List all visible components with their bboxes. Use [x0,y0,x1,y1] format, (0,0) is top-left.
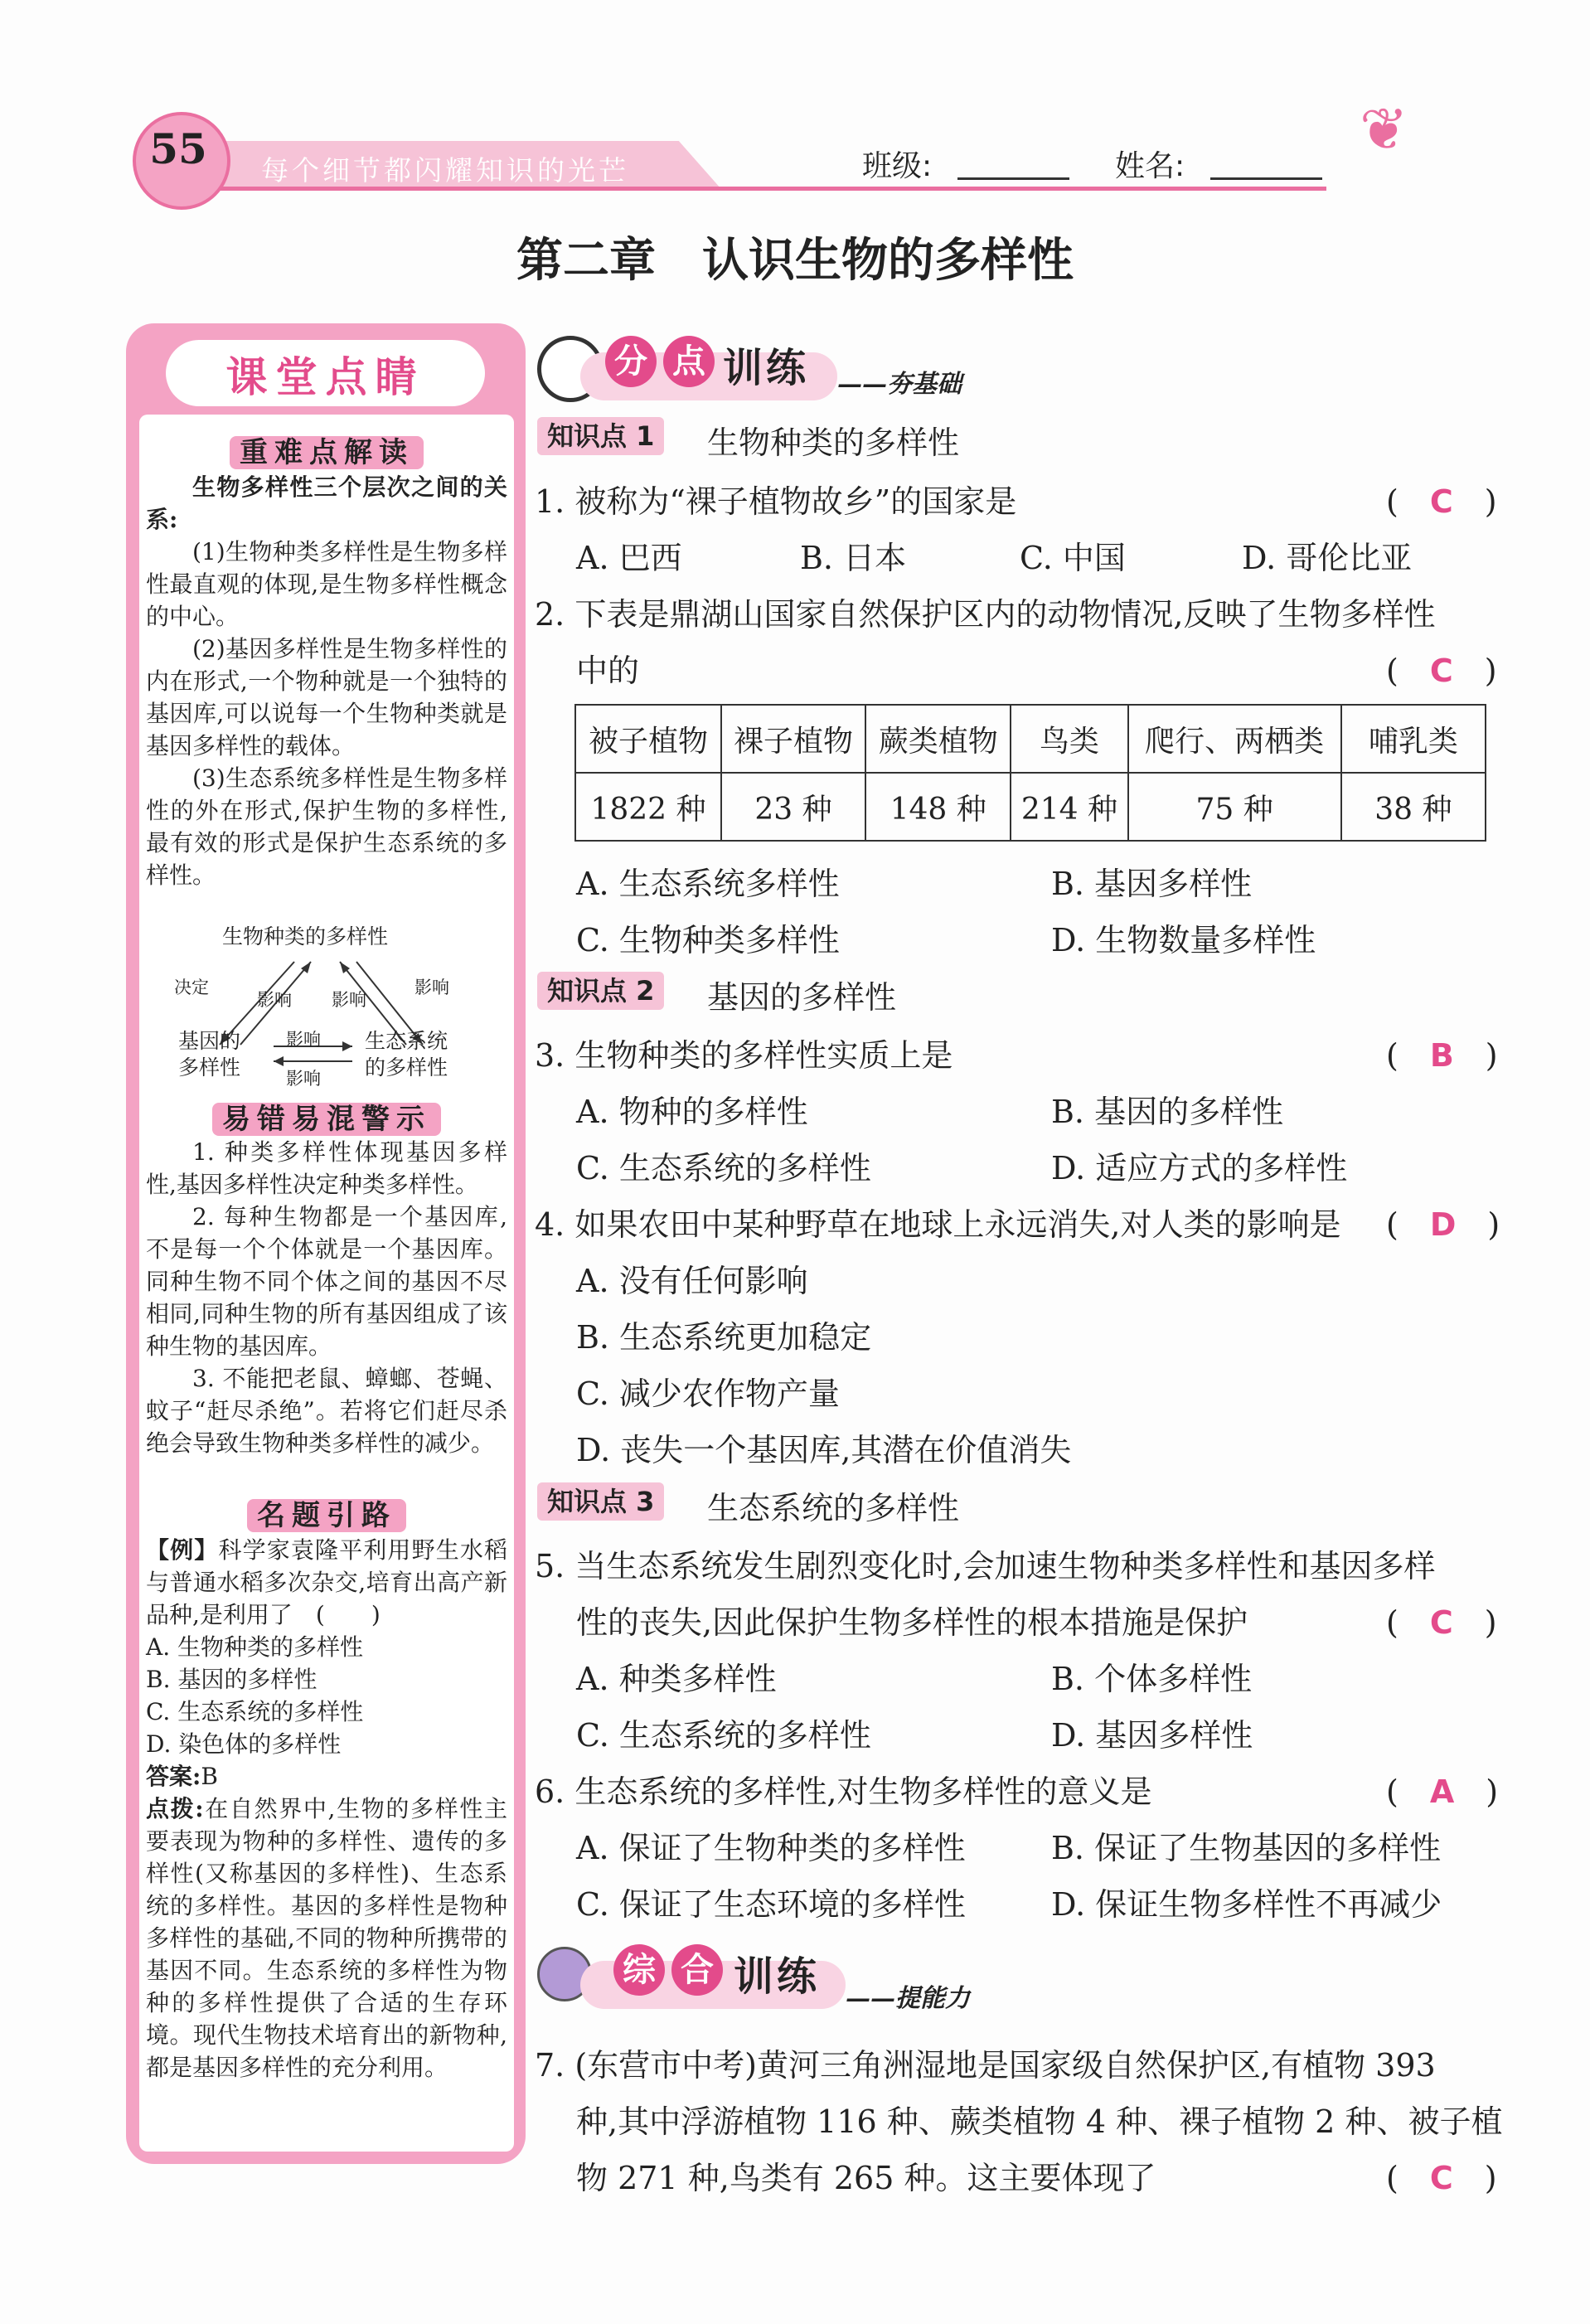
table-cell: 148 种 [865,773,1011,841]
warnings-text: 1. 种类多样性体现基因多样性,基因多样性决定种类多样性。 2. 每种生物都是一个基因库,不是每一个个体就是一个基因库。同种生物不同个体之间的基因不尽相同,同种生物的所有基因组成了该种生物的基因库。 3. 不能把老鼠、蟑螂、苍蝇、蚊子“赶尽杀绝”。若将它们赶尽杀绝会导致生物种类多样性的减少。 [146,1138,507,1457]
q3-option-a: A. 物种的多样性 [576,1094,808,1130]
example-text: 【例】科学家袁隆平利用野生水稻与普通水稻多次杂交,培育出高产新品种,是利用了 ( ) A. 生物种类的多样性 B. 基因的多样性 C. 生态系统的多样性 D. 染色体的多样性 答案:B 点拨:在自然界中,生物的多样性主要表现为物种的多样性、遗传的多样性(又称基因的多样性)、生态系统的多样性。基因的多样性是物种多样性的基础,不同的物种所携带的基因不同。生态系统的多样性为物种的多样性提供了合适的生存环境。现代生物技术培育出的新物种,都是基因多样性的充分利用。 [146,1536,507,2081]
q2-option-b: B. 基因多样性 [1051,866,1253,902]
flourish-icon: ❦ [1360,95,1408,163]
table-header-cell: 鸟类 [1011,705,1127,773]
q4-option-c: C. 减少农作物产量 [576,1375,840,1412]
table-header-cell: 哺乳类 [1341,705,1486,773]
question-2-cont: 中的 [576,653,640,689]
section-heading-warnings: 易错易混警示 [139,1096,514,1137]
section-heading-examples: 名题引路 [139,1492,514,1533]
name-label: 姓名: [1115,149,1185,183]
q3-option-d: D. 适应方式的多样性 [1051,1150,1348,1186]
answer-6: ( A ) [1386,1773,1499,1810]
question-5-cont: 性的丧失,因此保护生物多样性的根本措施是保护 [576,1604,1248,1641]
answer-7: ( C ) [1386,2160,1497,2196]
table-cell: 23 种 [721,773,865,841]
question-7-line2: 种,其中浮游植物 116 种、蕨类植物 4 种、裸子植物 2 种、被子植 [576,2103,1503,2140]
question-3: 3. 生物种类的多样性实质上是 [535,1037,953,1074]
question-6: 6. 生态系统的多样性,对生物多样性的意义是 [535,1773,1152,1810]
training-title-1: 训练 [723,345,810,391]
q5-option-a: A. 种类多样性 [576,1661,777,1697]
banner-char-4: 合 [671,1944,723,1996]
diagram-affect-label-2: 影响 [332,990,366,1010]
question-1: 1. 被称为“裸子植物故乡”的国家是 [535,483,1017,520]
q1-option-b: B. 日本 [800,540,907,576]
diagram-top-label: 生物种类的多样性 [222,924,389,949]
q1-option-d: D. 哥伦比亚 [1242,540,1413,576]
table-cell: 214 种 [1011,773,1127,841]
knowledge-point-badge-2: 知识点 2 [537,972,664,1010]
q4-option-a: A. 没有任何影响 [576,1263,808,1299]
table-header-row [575,705,1486,773]
answer-1: ( C ) [1386,483,1497,520]
sidebar-title: 课堂点睛 [225,353,425,401]
knowledge-point-title-2: 基因的多样性 [707,979,897,1016]
diagram-ecosystem-node: 生态系统 的多样性 [365,1029,448,1080]
banner-char-3: 综 [613,1944,665,1996]
q5-option-d: D. 基因多样性 [1051,1717,1253,1754]
banner-char-2: 点 [663,336,715,387]
diagram-affect-label-5: 影响 [286,1069,321,1089]
q6-option-a: A. 保证了生物种类的多样性 [576,1830,966,1866]
table-header-cell: 爬行、两栖类 [1128,705,1341,773]
answer-5: ( C ) [1386,1604,1497,1641]
header-slogan: 每个细节都闪耀知识的光芒 [261,154,629,187]
training-subtitle-2: ——提能力 [846,1984,970,2013]
knowledge-point-title-1: 生物种类的多样性 [707,425,960,461]
training-title-2: 训练 [734,1953,821,2000]
q5-option-b: B. 个体多样性 [1051,1661,1253,1697]
q1-option-a: A. 巴西 [576,540,682,576]
q4-option-b: B. 生态系统更加稳定 [576,1319,872,1356]
diagram-affect-label-4: 影响 [286,1030,321,1050]
q5-option-c: C. 生态系统的多样性 [576,1717,871,1754]
answer-3: ( B ) [1386,1037,1498,1074]
table-cell: 1822 种 [575,773,721,841]
q6-option-d: D. 保证生物多样性不再减少 [1051,1886,1442,1923]
page-number: 55 [149,124,207,173]
table-header-cell: 蕨类植物 [865,705,1011,773]
knowledge-point-title-3: 生态系统的多样性 [707,1490,960,1526]
diagram-decide-label: 决定 [174,978,209,997]
key-points-text: 生物多样性三个层次之间的关系: (1)生物种类多样性是生物多样性最直观的体现,是生物多样性概念的中心。 (2)基因多样性是生物多样性的内在形式,一个物种就是一个独特的基因库,可以说每一个生物种类就是基因多样性的载体。 (3)生态系统多样性是生物多样性的外在形式,保护生物的多样性,最有效的形式是保护生态系统的多样性。 [146,473,507,889]
chapter-title: 第二章 认识生物的多样性 [516,233,1074,288]
table-header-cell: 被子植物 [575,705,721,773]
diagram-gene-node: 基因的 多样性 [178,1029,241,1080]
name-blank[interactable] [1210,177,1322,180]
answer-4: ( D ) [1386,1206,1500,1243]
diagram-affect-label-1: 影响 [257,990,292,1010]
q2-option-a: A. 生态系统多样性 [576,866,840,902]
question-4: 4. 如果农田中某种野草在地球上永远消失,对人类的影响是 [535,1206,1341,1243]
question-7-line3: 物 271 种,鸟类有 265 种。这主要体现了 [576,2160,1156,2196]
question-7: 7. (东营市中考)黄河三角洲湿地是国家级自然保护区,有植物 393 [535,2047,1436,2084]
q2-option-c: C. 生物种类多样性 [576,922,840,958]
q4-option-d: D. 丧失一个基因库,其潜在价值消失 [576,1432,1072,1468]
q3-option-b: B. 基因的多样性 [1051,1094,1284,1130]
q1-option-c: C. 中国 [1020,540,1126,576]
class-label: 班级: [862,149,933,183]
q6-option-c: C. 保证了生态环境的多样性 [576,1886,966,1923]
question-2: 2. 下表是鼎湖山国家自然保护区内的动物情况,反映了生物多样性 [535,596,1436,633]
table-cell: 75 种 [1128,773,1341,841]
question-5: 5. 当生态系统发生剧烈变化时,会加速生物种类多样性和基因多样 [535,1548,1436,1584]
section-heading-key-points: 重难点解读 [139,429,514,470]
species-table [574,704,1486,842]
table-row [575,773,1486,841]
knowledge-point-badge-3: 知识点 3 [537,1482,664,1521]
diagram-affect-label-3: 影响 [414,978,449,997]
table-cell: 38 种 [1341,773,1486,841]
banner-char-1: 分 [605,336,657,387]
answer-2: ( C ) [1386,653,1497,689]
q3-option-c: C. 生态系统的多样性 [576,1150,871,1186]
q6-option-b: B. 保证了生物基因的多样性 [1051,1830,1442,1866]
class-blank[interactable] [957,177,1069,180]
training-subtitle-1: ——夯基础 [837,370,962,399]
table-header-cell: 裸子植物 [721,705,865,773]
knowledge-point-badge-1: 知识点 1 [537,417,664,455]
q2-option-d: D. 生物数量多样性 [1051,922,1316,958]
